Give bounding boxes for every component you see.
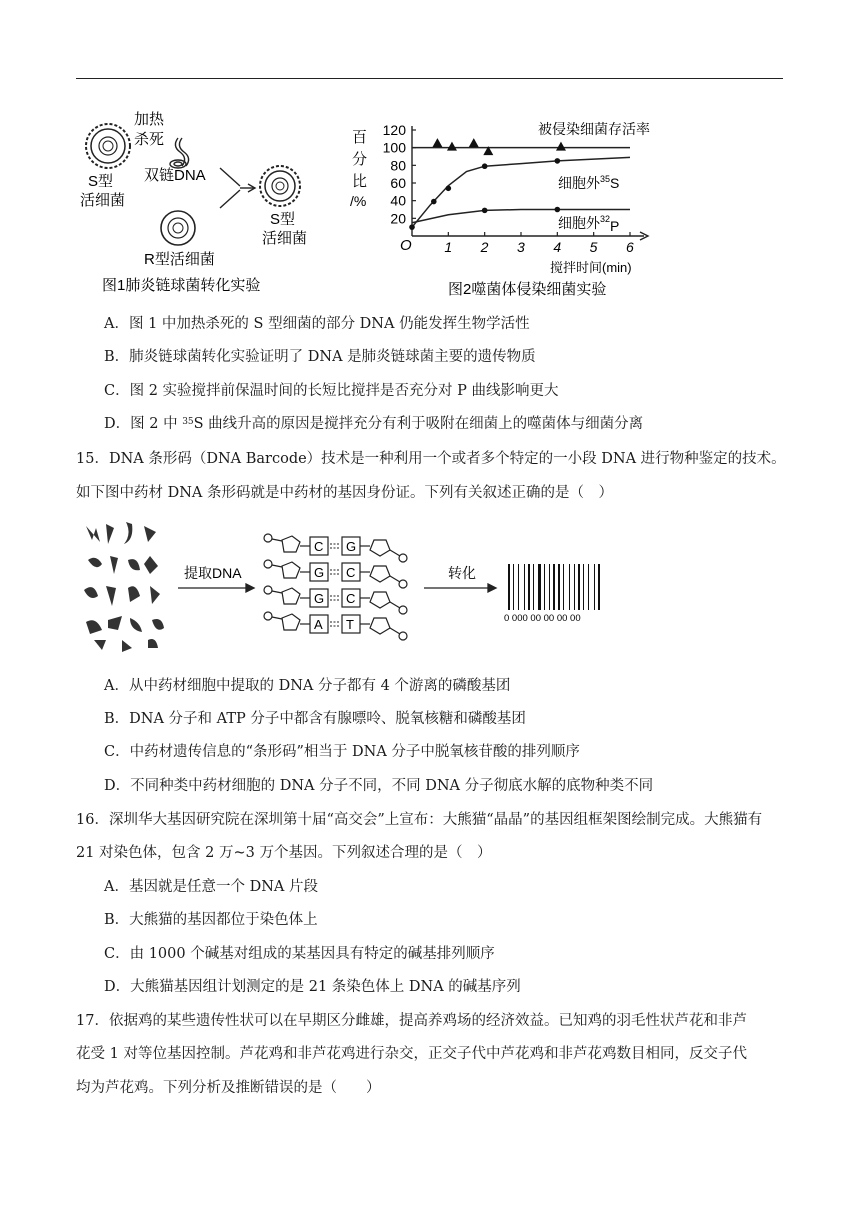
y-axis-label-2: 分 (352, 151, 368, 168)
q14-option-b: B．肺炎链球菌转化实验证明了 DNA 是肺炎链球菌主要的遗传物质 (104, 349, 536, 365)
convert-arrow-icon (424, 584, 496, 592)
barcode-bar (524, 564, 525, 610)
base-right: C (346, 591, 356, 606)
barcode-icon (508, 564, 600, 610)
phosphate-left (264, 612, 272, 620)
phosphate-right (399, 606, 407, 614)
fragment-icon (170, 138, 189, 168)
sugar-left (282, 588, 300, 604)
dna-barcode-diagram (78, 516, 618, 656)
sugar-right (370, 566, 390, 582)
q16-option-c: C．由 1000 个碱基对组成的某基因具有特定的碱基排列顺序 (104, 946, 495, 962)
header-rule (76, 78, 783, 79)
series-label-survival: 被侵染细菌存活率 (538, 121, 650, 137)
bond-left (272, 539, 282, 541)
sugar-left (282, 536, 300, 552)
barcode-bar (544, 564, 545, 610)
s35-point (446, 186, 452, 192)
barcode-bar (538, 564, 541, 610)
y-tick-label: 120 (382, 122, 406, 138)
q16-option-a: A．基因就是任意一个 DNA 片段 (104, 879, 318, 895)
q17-stem-line-2: 花受 1 对等位基因控制。芦花鸡和非芦花鸡进行杂交，正交子代中芦花鸡和非芦花鸡数目相同，反交子代 (76, 1046, 747, 1062)
r-type-label: R型活细菌 (144, 251, 215, 268)
barcode-bar (558, 564, 560, 610)
y-tick-label: 100 (382, 139, 406, 156)
heat-kill-label-1: 加热 (134, 111, 165, 128)
result-label-2: 活细菌 (262, 230, 308, 247)
y-axis-label-3: 比 (352, 173, 368, 190)
barcode-bar (569, 564, 570, 610)
phosphate-left (264, 560, 272, 568)
x-tick-label: 1 (444, 239, 453, 255)
s35-point (482, 163, 488, 169)
q15-option-b: B．DNA 分子和 ATP 分子中都含有腺嘌呤、脱氧核糖和磷酸基团 (104, 711, 526, 727)
phosphate-right (399, 580, 407, 588)
q16-option-d: D．大熊猫基因组计划测定的是 21 条染色体上 DNA 的碱基序列 (104, 979, 521, 995)
barcode-bar (553, 564, 555, 610)
result-s-bacterium-icon (260, 166, 300, 206)
barcode-bar (508, 564, 510, 610)
base-left: A (314, 617, 323, 632)
bond-left (272, 617, 282, 619)
barcode-number: 0 000 00 00 00 00 (504, 613, 581, 624)
survival-point (432, 138, 442, 147)
s35-point (555, 158, 561, 164)
base-right: G (346, 539, 357, 554)
extract-dna-label: 提取DNA (184, 565, 242, 581)
y-axis-label-1: 百 (352, 129, 368, 146)
barcode-bar (574, 564, 575, 610)
dna-ladder (264, 534, 407, 640)
x-axis-label: 搅拌时间(min) (550, 260, 632, 275)
merge-arrow-icon (220, 168, 255, 208)
q16-option-b: B．大熊猫的基因都位于染色体上 (104, 912, 318, 928)
base-left: C (314, 539, 324, 554)
sugar-right (370, 592, 390, 608)
barcode-bar (583, 564, 584, 610)
y-axis-label-4: /% (350, 193, 367, 209)
phosphate-right (399, 632, 407, 640)
q16-stem-line-1: 16．深圳华大基因研究院在深圳第十届“高交会”上宣布：大熊猫“晶晶”的基因组框架图绘制完成。大熊猫有 (76, 812, 763, 828)
base-left: G (314, 591, 325, 606)
phosphate-left (264, 534, 272, 542)
figure-1-caption: 图1肺炎链球菌转化实验 (102, 277, 261, 294)
figure-1-transformation (78, 104, 318, 300)
bond-right (390, 628, 400, 634)
series-label-p: 细胞外$^{32}$P (558, 214, 620, 234)
sugar-left (282, 562, 300, 578)
barcode-bar (598, 564, 600, 610)
barcode-bar (588, 564, 589, 610)
base-right: C (346, 565, 356, 580)
sugar-right (370, 540, 390, 556)
barcode-bar (513, 564, 514, 610)
q15-stem-line-1: 15．DNA 条形码（DNA Barcode）技术是一种利用一个或者多个特定的一小段 DNA 进行物种鉴定的技术。 (76, 451, 786, 467)
q15-stem-line-2: 如下图中药材 DNA 条形码就是中药材的基因身份证。下列有关叙述正确的是（ ） (76, 485, 613, 501)
barcode-bar (528, 564, 530, 610)
barcode-bar (563, 564, 564, 610)
barcode-bar (578, 564, 580, 610)
barcode-bar (594, 564, 595, 610)
q14-option-a: A．图 1 中加热杀死的 S 型细菌的部分 DNA 仍能发挥生物学活性 (104, 316, 530, 332)
s35-point (409, 224, 415, 230)
q15-option-a: A．从中药材细胞中提取的 DNA 分子都有 4 个游离的磷酸基团 (104, 678, 511, 694)
series-label-s: 细胞外$^{35}$S (558, 174, 620, 191)
convert-label: 转化 (448, 565, 476, 581)
bond-left (272, 565, 282, 567)
bond-left (272, 591, 282, 593)
q14-option-c: C．图 2 实验搅拌前保温时间的长短比搅拌是否充分对 P 曲线影响更大 (104, 383, 559, 399)
p32-point (482, 208, 488, 214)
q15-option-d: D．不同种类中药材细胞的 DNA 分子不同，不同 DNA 分子彻底水解的底物种类不同 (104, 778, 654, 794)
bond-right (390, 550, 400, 556)
base-left: G (314, 565, 325, 580)
y-tick-label: 20 (390, 210, 406, 227)
barcode-bar (549, 564, 550, 610)
s-type-label-1: S型 (88, 173, 114, 190)
sugar-right (370, 618, 390, 634)
x-tick-label: 6 (626, 239, 634, 255)
extract-arrow-icon (178, 584, 254, 592)
chart-markers (409, 138, 566, 230)
q17-stem-line-3: 均为芦花鸡。下列分析及推断错误的是（ ） (76, 1080, 381, 1096)
barcode-bar (533, 564, 534, 610)
x-tick-label: 4 (553, 239, 562, 255)
phosphate-left (264, 586, 272, 594)
q15-option-c: C．中药材遗传信息的“条形码”相当于 DNA 分子中脱氧核苷酸的排列顺序 (104, 744, 580, 760)
x-tick-label: 2 (480, 239, 489, 255)
result-label-1: S型 (270, 211, 296, 228)
y-tick-label: 80 (390, 157, 406, 174)
sugar-left (282, 614, 300, 630)
origin-label: O (400, 237, 412, 254)
s35-point (431, 199, 437, 205)
x-tick-label: 3 (517, 239, 525, 255)
survival-point (469, 138, 479, 147)
s-type-bacterium-icon (86, 124, 130, 168)
herb-illustrations-icon (84, 522, 164, 652)
survival-point (447, 142, 457, 151)
bond-right (390, 576, 400, 582)
y-tick-label: 40 (390, 192, 406, 209)
base-right: T (346, 617, 354, 632)
heat-kill-label-2: 杀死 (134, 131, 165, 148)
q14-option-d: D．图 2 中 $^{35}$S 曲线升高的原因是搅拌充分有利于吸附在细菌上的噬菌体与细菌分离 (104, 416, 644, 432)
q17-stem-line-1: 17．依据鸡的某些遗传性状可以在早期区分雌雄，提高养鸡场的经济效益。已知鸡的羽毛性状芦花和非芦 (76, 1013, 747, 1029)
barcode-bar (518, 564, 519, 610)
survival-point (556, 142, 566, 151)
s-type-label-2: 活细菌 (80, 192, 126, 209)
dsdna-label: 双链DNA (144, 167, 206, 184)
figure-2-caption: 图2噬菌体侵染细菌实验 (448, 281, 607, 298)
q16-stem-line-2: 21 对染色体，包含 2 万~3 万个基因。下列叙述合理的是（ ） (76, 845, 492, 861)
phosphate-right (399, 554, 407, 562)
x-tick-label: 5 (589, 239, 598, 255)
bond-right (390, 602, 400, 608)
r-type-bacterium-icon (161, 211, 195, 245)
p32-point (555, 207, 561, 213)
y-tick-label: 60 (390, 175, 406, 191)
figure-2-chart (340, 110, 680, 300)
